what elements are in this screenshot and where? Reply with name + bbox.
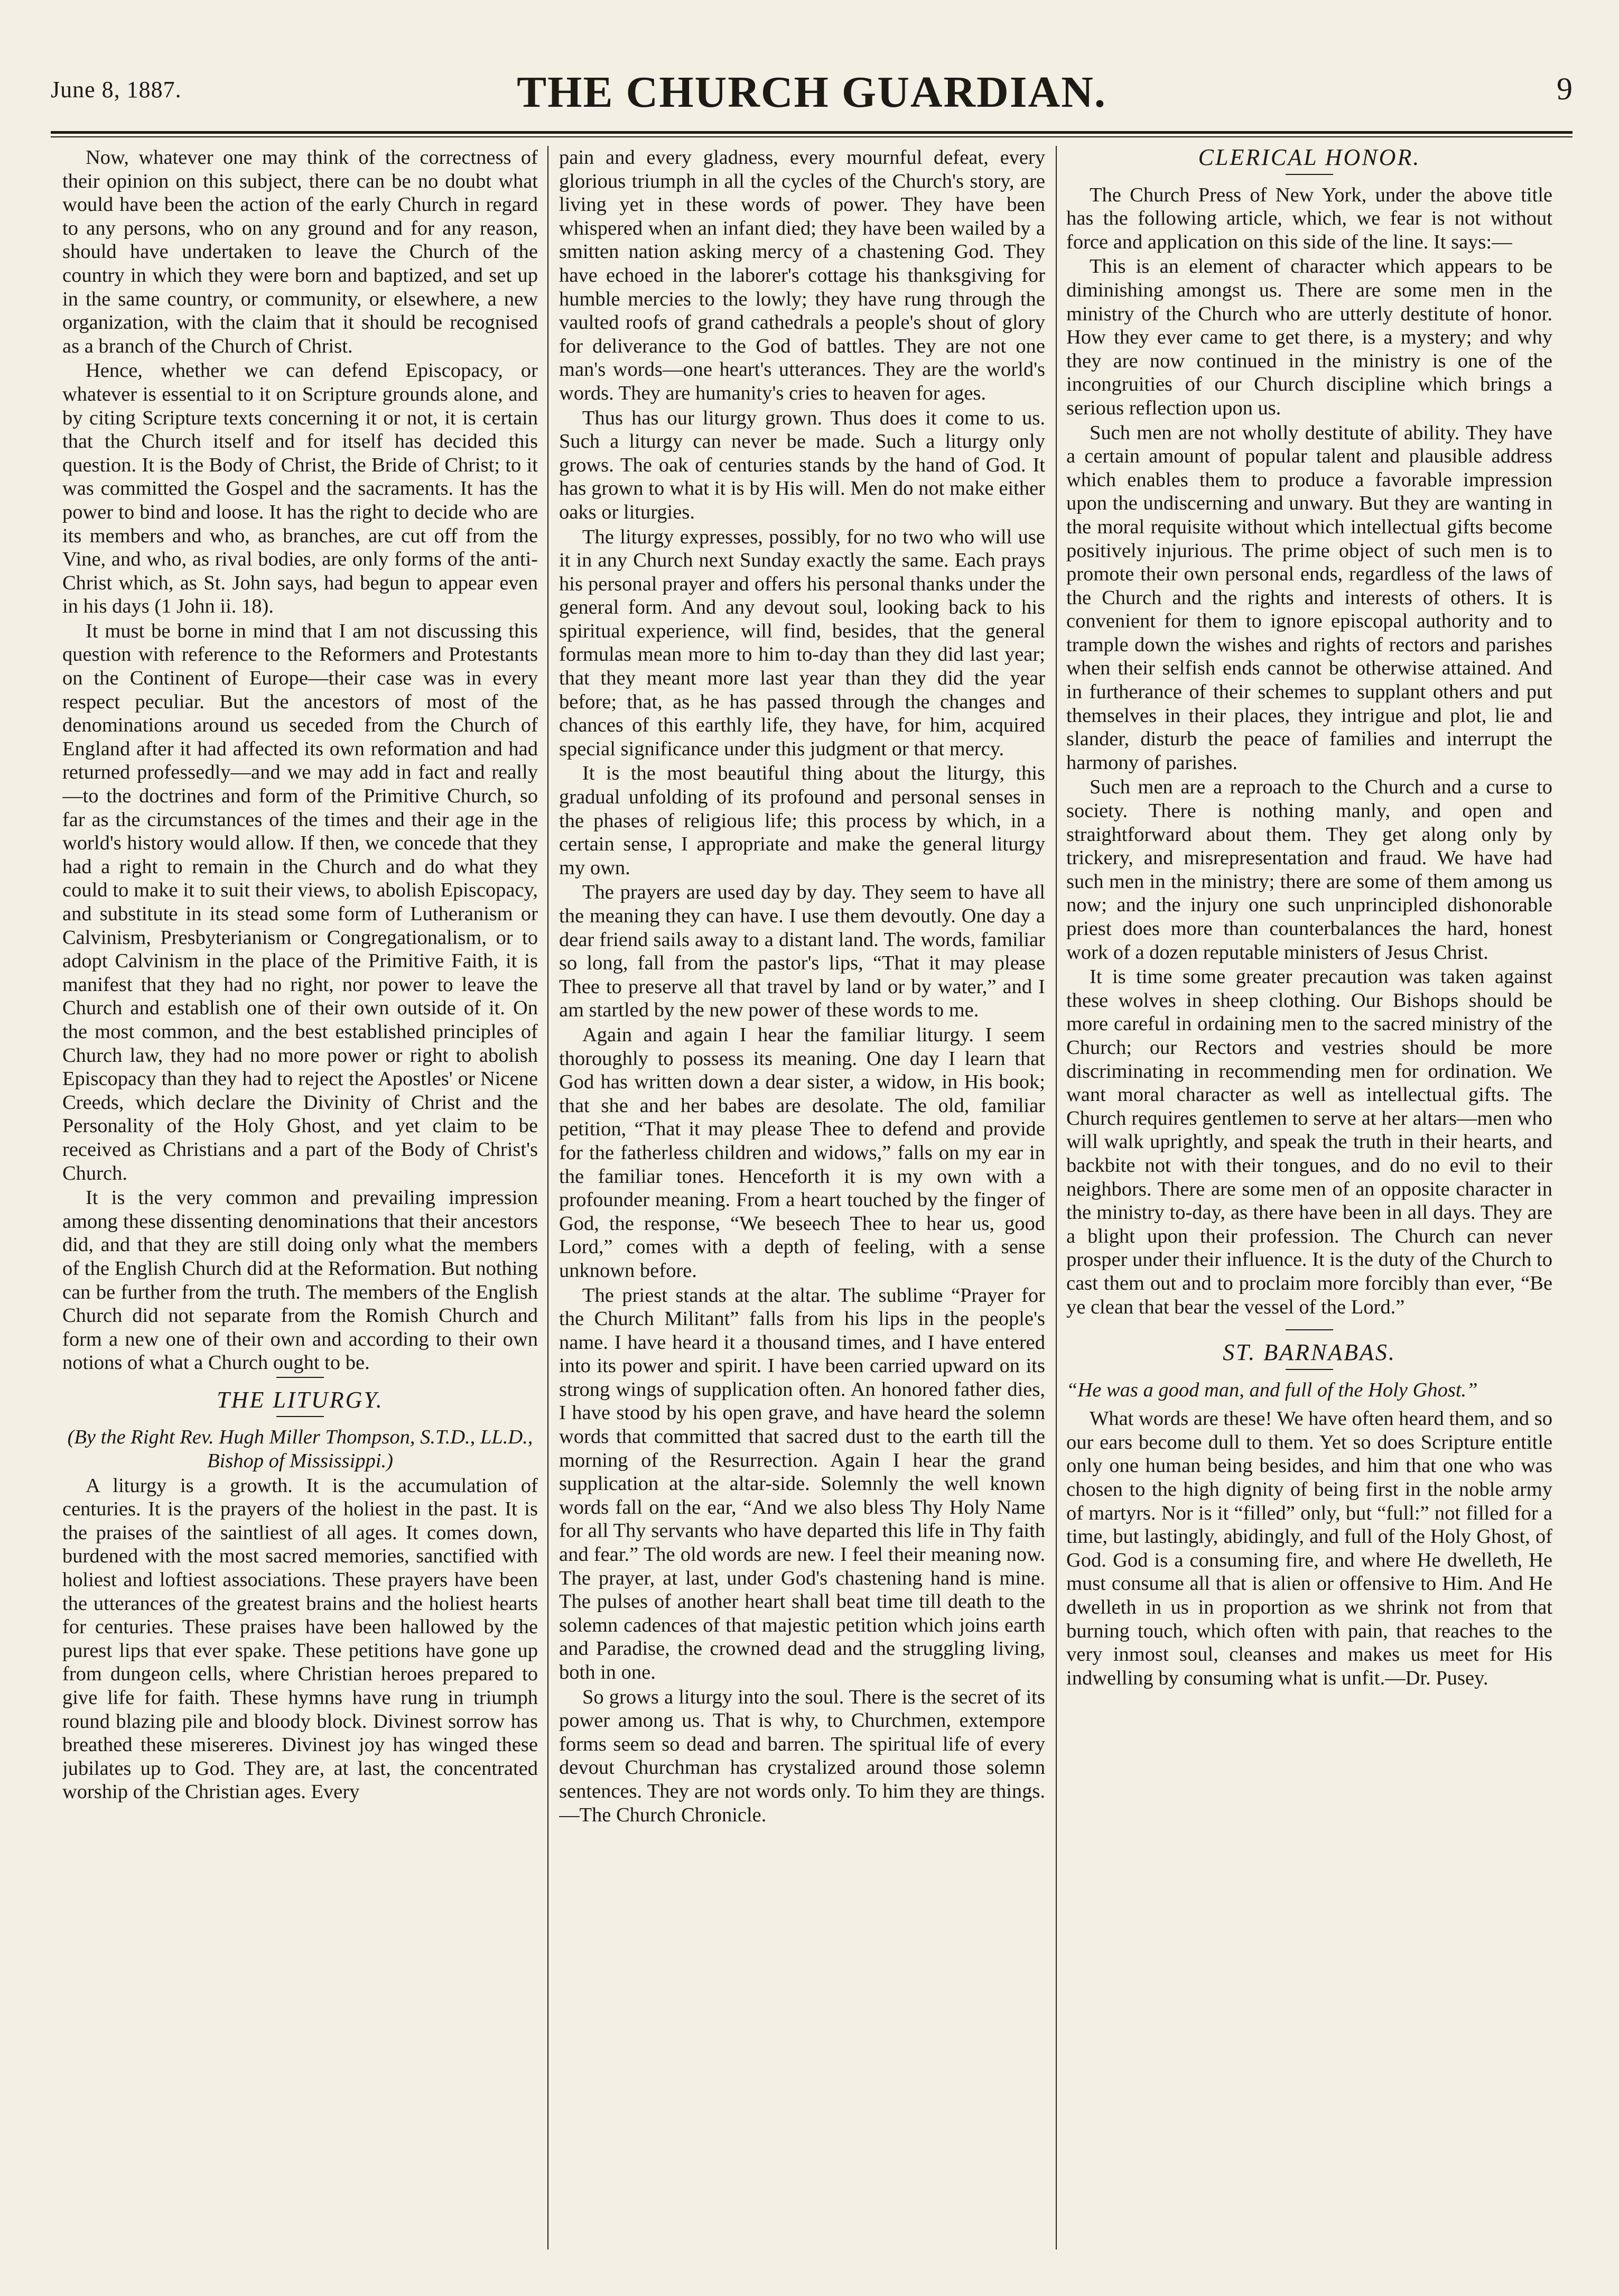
section-rule <box>1286 174 1333 175</box>
article-paragraph: It must be borne in mind that I am not discussing this question with reference to the Reformers and Protestants on the Continent of Europe—their case was in every respect peculiar. But the ancestors of most of the denominations around us seceded from the Church of England after it had affected its own reformation and had returned professedly—and we may add in fact and really—to the doctrines and form of the Primitive Church, so far as the circumstances of the times and their age in the world's history would allow. If then, we concede that they had a right to remain in the Church and do what they could to make it to suit their views, to abolish Episcopacy, and substitute in its stead some form of Lutheranism or Calvinism, Presbyterianism or Congregationalism, or to adopt Calvinism in the place of the Primitive Faith, it is manifest that they had no right, nor power to leave the Church and establish one of their own outside of it. On the most common, and the best established principles of Church law, they had no more power or right to abolish Episcopacy than they had to reject the Apostles' or Nicene Creeds, which declare the Divinity of Christ and the Personality of the Holy Ghost, and yet claim to be received as Christians and a part of the Body of Christ's Church. <box>62 619 538 1184</box>
liturgy-byline: (By the Right Rev. Hugh Miller Thompson, S.T.D., LL.D., Bishop of Mississippi.) <box>67 1426 533 1473</box>
column-2 <box>559 146 1045 2249</box>
article-paragraph: A liturgy is a growth. It is the accumulation of centuries. It is the prayers of the holiest in the past. It is the praises of the saintliest of all ages. It comes down, burdened with the most sacred memories, sanctified with holiest and loftiest associations. These prayers have been the utterances of the greatest brains and the holiest hearts for centuries. These praises have been hallowed by the purest lips that ever spake. These petitions have gone up from dungeon cells, where Christian heroes prepared to give life for faith. These hymns have rung in triumph round blazing pile and bloody block. Divinest sorrow has breathed these misereres. Divinest joy has winged these jubilates up to God. They are, at last, the concentrated worship of the Christian ages. Every <box>62 1474 538 1803</box>
article-paragraph: The priest stands at the altar. The sublime “Prayer for the Church Militant” falls from his lips in the people's name. I have heard it a thousand times, and I have entered into its power and spirit. I have been carried upward on its strong wings of supplication often. An honored father dies, I have stood by his open grave, and have heard the solemn words that committed that sacred dust to the earth till the morning of the Resurrection. Again I hear the grand supplication at the altar-side. Solemnly the well known words fall on the ear, “And we also bless Thy Holy Name for all Thy servants who have departed this life in Thy faith and fear.” The old words are new. I feel their meaning now. The prayer, at last, under God's chastening hand is mine. The pulses of another heart shall beat time till death to the solemn cadences of that majestic petition which joins earth and Paradise, the crowned dead and the struggling living, both in one. <box>559 1284 1045 1683</box>
article-paragraph: The Church Press of New York, under the above title has the following article, which, we fear is not without force and application on this side of the line. It says:— <box>1066 183 1552 253</box>
masthead-rule-thin <box>51 136 1573 137</box>
article-paragraph: Such men are not wholly destitute of ability. They have a certain amount of popular talent and plausible address which enables them to produce a favorable impression upon the undiscerning and unwary. But they are wanting in the moral requisite without which intellectual gifts become positively injurious. The prime object of such men is to promote their own personal ends, regardless of the laws of the Church and the rights and interests of others. It is convenient for them to ignore episcopal authority and to trample down the wishes and rights of rectors and parishes when their selfish ends cannot be otherwise attained. And in furtherance of their schemes to supplant others and put themselves in their places, they intrigue and plot, lie and slander, disturb the peace of families and interrupt the harmony of parishes. <box>1066 421 1552 774</box>
column-divider <box>547 146 548 2249</box>
article-paragraph: It is the very common and prevailing impression among these dissenting denominations that their ancestors did, and that they are still doing only what the members of the English Church did at the Reformation. But nothing can be further from the truth. The members of the English Church did not separate from the Romish Church and form a new one of their own and according to their own notions of what a Church ought to be. <box>62 1187 538 1374</box>
page-number: 9 <box>1557 71 1573 106</box>
section-rule <box>1286 1329 1333 1330</box>
article-paragraph: Now, whatever one may think of the correctness of their opinion on this subject, there can be no doubt what would have been the action of the early Church in regard to any persons, who on any ground and for any reason, should have undertaken to leave the Church of the country in which they were born and baptized, and set up in the same country, or community, or elsewhere, a new organization, with the claim that it should be recognised as a branch of the Church of Christ. <box>62 146 538 357</box>
column-divider <box>1056 146 1057 2249</box>
column-1 <box>62 146 538 2249</box>
article-paragraph: So grows a liturgy into the soul. There is the secret of its power among us. That is why, to Churchmen, extempore forms seem so dead and barren. The spiritual life of every devout Churchman has crystalized around those solemn sentences. They are not words only. To him they are things.—The Church Chronicle. <box>559 1686 1045 1826</box>
column-3 <box>1066 146 1552 2249</box>
article-paragraph: This is an element of character which appears to be diminishing amongst us. There are some men in the ministry of the Church who are utterly destitute of honor. How they ever came to get there, is a mystery; and why they are now continued in the ministry is one of the incongruities of our Church discipline which brings a serious reflection upon us. <box>1066 255 1552 419</box>
st-barnabas-heading: ST. BARNABAS. <box>1223 1339 1396 1366</box>
article-paragraph: Such men are a reproach to the Church and a curse to society. There is nothing manly, and open and straightforward about them. They get along only by trickery, and misrepresentation and fraud. We have had such men in the ministry; there are some of them among us now; and the injury one such unprincipled dishonorable priest does more than counterbalances the hard, honest work of a dozen reputable ministers of Jesus Christ. <box>1066 776 1552 964</box>
article-paragraph: What words are these! We have often heard them, and so our ears become dull to them. Yet so does Scripture entitle only one human being besides, and him that one who was chosen to the high dignity of being first in the noble army of martyrs. Nor is it “filled” only, but “full:” not filled for a time, but lastingly, abidingly, and full of the Holy Ghost, of God. God is a consuming fire, and where He dwelleth, He must consume all that is alien or offensive to Him. And He dwelleth in us in proportion as we shrink not from that burning touch, which often with pain, that reaches to the very inmost soul, cleanses and makes us meet for His indwelling by consuming what is unfit.—Dr. Pusey. <box>1066 1408 1552 1689</box>
clerical-honor-heading: CLERICAL HONOR. <box>1198 146 1421 170</box>
liturgy-heading: THE LITURGY. <box>217 1386 384 1413</box>
article-paragraph: It is time some greater precaution was taken against these wolves in sheep clothing. Our Bishops should be more careful in ordaining men to the sacred ministry of the Church; our Rectors and vestries should be more discriminating in recommending men for ordination. We want moral character as well as intellectual gifts. The Church requires gentlemen to serve at her altars—men who will walk uprightly, and speak the truth in their hearts, and backbite not with their tongues, and do no evil to their neighbors. There are some men of an opposite character in the ministry to-day, as there have been in all days. They are a blight upon their profession. The Church can never prosper under their influence. It is the duty of the Church to cast them out and to proclaim more forcibly than ever, “Be ye clean that bear the vessel of the Lord.” <box>1066 966 1552 1318</box>
section-rule <box>1286 1369 1333 1370</box>
newspaper-title: THE CHURCH GUARDIAN. <box>517 68 1106 117</box>
article-paragraph: Hence, whether we can defend Episcopacy, or whatever is essential to it on Scripture grounds alone, and by citing Scripture texts concerning it or not, it is certain that the Church itself and for itself has decided this question. It is the Body of Christ, the Bride of Christ; to it was committed the Gospel and the sacraments. It has the power to bind and loose. It has the right to decide who are its members and who, as branches, are cut off from the Vine, and who, as rival bodies, are only forms of the anti-Christ which, as St. John says, had begun to appear even in his days (1 John ii. 18). <box>62 359 538 618</box>
article-paragraph: It is the most beautiful thing about the liturgy, this gradual unfolding of its profound and personal senses in the phases of religious life; this process by which, in a certain sense, I appropriate and make the general liturgy my own. <box>559 762 1045 879</box>
section-rule <box>276 1377 324 1378</box>
barnabas-epigraph: “He was a good man, and full of the Holy Ghost.” <box>1066 1378 1478 1401</box>
article-paragraph: Again and again I hear the familiar liturgy. I seem thoroughly to possess its meaning. One day I learn that God has written down a dear sister, a widow, in His book; that she and her babes are desolate. The old, familiar petition, “That it may please Thee to defend and provide for the fatherless children and widows,” falls on my ear in the familiar tones. Henceforth it is my own with a profounder meaning. From a heart touched by the finger of God, the response, “We beseech Thee to hear us, good Lord,” comes with a depth of feeling, with a sense unknown before. <box>559 1023 1045 1282</box>
masthead <box>51 63 1573 127</box>
issue-date: June 8, 1887. <box>51 77 182 103</box>
section-rule <box>276 1416 324 1417</box>
masthead-rule <box>51 131 1573 134</box>
article-paragraph: Thus has our liturgy grown. Thus does it come to us. Such a liturgy can never be made. Such a liturgy only grows. The oak of centuries stands by the hand of God. It has grown to what it is by His will. Men do not make either oaks or liturgies. <box>559 406 1045 523</box>
article-paragraph: pain and every gladness, every mournful defeat, every glorious triumph in all the cycles of the Church's story, are living yet in these words of power. They have been whispered when an infant died; they have been wailed by a smitten nation asking mercy of a chastening God. They have echoed in the laborer's cottage his thanksgiving for humble mercies to the lowly; they have rung through the vaulted roofs of grand cathedrals a people's shout of glory for deliverance to the God of battles. They are not one man's words—one heart's utterances. They are the world's words. They are humanity's cries to heaven for ages. <box>559 146 1045 404</box>
article-paragraph: The prayers are used day by day. They seem to have all the meaning they can have. I use them devoutly. One day a dear friend sails away to a distant land. The words, familiar so long, fall from the pastor's lips, “That it may please Thee to preserve all that travel by land or by water,” and I am startled by the new power of these words to me. <box>559 881 1045 1022</box>
article-paragraph: The liturgy expresses, possibly, for no two who will use it in any Church next Sunday exactly the same. Each prays his personal prayer and offers his personal thanks under the general form. And any devout soul, looking back to his spiritual experience, will find, besides, that the general formulas mean more to him to-day than they did last year; that they meant more last year than they did the year before; that, as he has passed through the changes and chances of this earthly life, they have, for him, acquired special significance under this judgment or that mercy. <box>559 525 1045 760</box>
